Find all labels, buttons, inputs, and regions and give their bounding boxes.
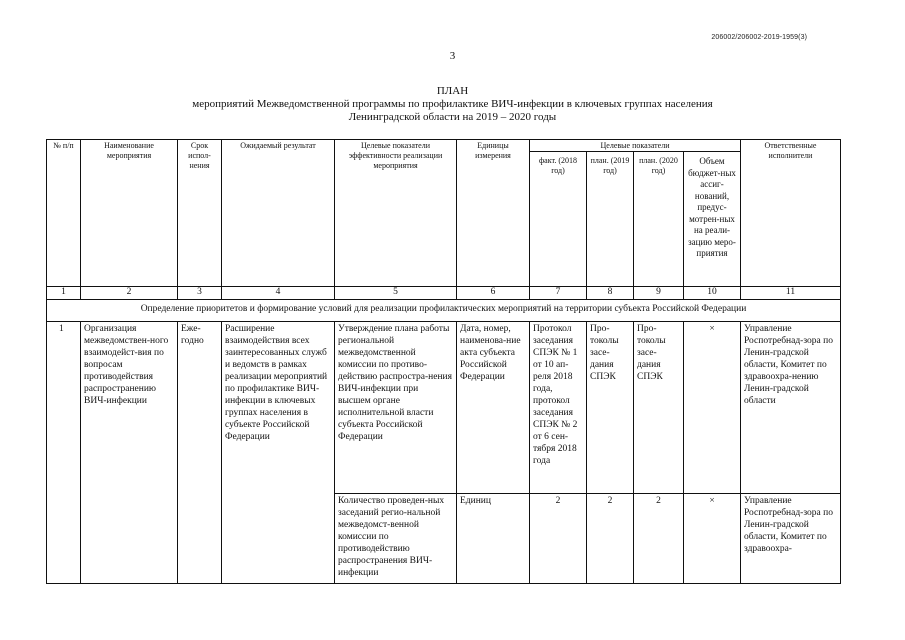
plan-2020-value: 2 — [634, 494, 684, 584]
fact-2018-value: 2 — [530, 494, 587, 584]
plan-subtitle-line2: Ленинградской области на 2019 – 2020 годы — [348, 111, 557, 123]
row-num: 1 — [47, 322, 81, 584]
col-number: 10 — [684, 287, 741, 300]
col-number: 6 — [457, 287, 530, 300]
unit-text: Единиц — [457, 494, 530, 584]
header-targets: Целевые показатели — [530, 140, 741, 152]
header-term: Срок испол-нения — [178, 140, 222, 287]
col-number: 9 — [634, 287, 684, 300]
expected-result: Расширение взаимодействия всех заинтересованных служб и ведомств в рамках реализации мероприятий по профилактике ВИЧ-инфекции в ключевых группах населения в субъекте Российской Федерации — [222, 322, 335, 584]
plan-subtitle-line1: мероприятий Межведомственной программы по профилактике ВИЧ-инфекции в ключевых группах населения — [192, 98, 713, 110]
page-number: 3 — [449, 50, 456, 62]
col-number: 11 — [741, 287, 841, 300]
header-units: Единицы измерения — [457, 140, 530, 287]
plan-table — [46, 139, 841, 584]
header-row — [47, 140, 841, 152]
unit-text: Дата, номер, наименова-ние акта субъекта Российской Федерации — [457, 322, 530, 494]
table-row — [47, 322, 841, 494]
header-indicators: Целевые показатели эффективности реализации мероприятия — [335, 140, 457, 287]
section-title: Определение приоритетов и формирование условий для реализации профилактических мероприятий на территории субъекта Российской Федерации — [47, 300, 841, 322]
responsible-text: Управление Роспотребнад-зора по Ленин-градской области, Комитет по здравоохра- — [741, 494, 841, 584]
col-number: 8 — [587, 287, 634, 300]
col-number: 5 — [335, 287, 457, 300]
plan-2019-value: 2 — [587, 494, 634, 584]
col-number: 7 — [530, 287, 587, 300]
header-name: Наименование мероприятия — [81, 140, 178, 287]
budget-value: × — [684, 322, 741, 494]
indicator-text: Утверждение плана работы региональной межведомственной комиссии по противо-действию распростра-нения ВИЧ-инфекции при высшем органе исполнительной власти субъекта Российской Федерации — [335, 322, 457, 494]
budget-value: × — [684, 494, 741, 584]
plan-title: ПЛАН — [436, 85, 469, 97]
header-plan-2020: план. (2020 год) — [634, 152, 684, 287]
header-responsible: Ответственные исполнители — [741, 140, 841, 287]
fact-2018-value: Протокол заседания СПЭК № 1 от 10 ап-реля 2018 года, протокол заседания СПЭК № 2 от 6 сен-тября 2018 года — [530, 322, 587, 494]
header-budget: Объем бюджет-ных ассиг-нований, предус-мотрен-ных на реали-зацию меро-приятия — [684, 152, 741, 287]
col-number: 4 — [222, 287, 335, 300]
header-num: № п/п — [47, 140, 81, 287]
col-number: 1 — [47, 287, 81, 300]
col-number: 2 — [81, 287, 178, 300]
header-result: Ожидаемый результат — [222, 140, 335, 287]
document-number: 206002/206002-2019-1959(3) — [711, 34, 807, 41]
section-row — [47, 300, 841, 322]
responsible-text: Управление Роспотребнад-зора по Ленин-градской области, Комитет по здравоохра-нению Ленин-градской области — [741, 322, 841, 494]
column-number-row — [47, 287, 841, 300]
header-plan-2019: план. (2019 год) — [587, 152, 634, 287]
header-fact-2018: факт. (2018 год) — [530, 152, 587, 287]
activity-name: Организация межведомствен-ного взаимодейст-вия по вопросам противодействия распространению ВИЧ-инфекции — [81, 322, 178, 584]
plan-2020-value: Про-токолы засе-дания СПЭК — [634, 322, 684, 494]
indicator-text: Количество проведен-ных заседаний регио-нальной межведомст-венной комиссии по противодействию распространения ВИЧ-инфекции — [335, 494, 457, 584]
col-number: 3 — [178, 287, 222, 300]
plan-2019-value: Про-токолы засе-дания СПЭК — [587, 322, 634, 494]
execution-term: Еже-годно — [178, 322, 222, 584]
